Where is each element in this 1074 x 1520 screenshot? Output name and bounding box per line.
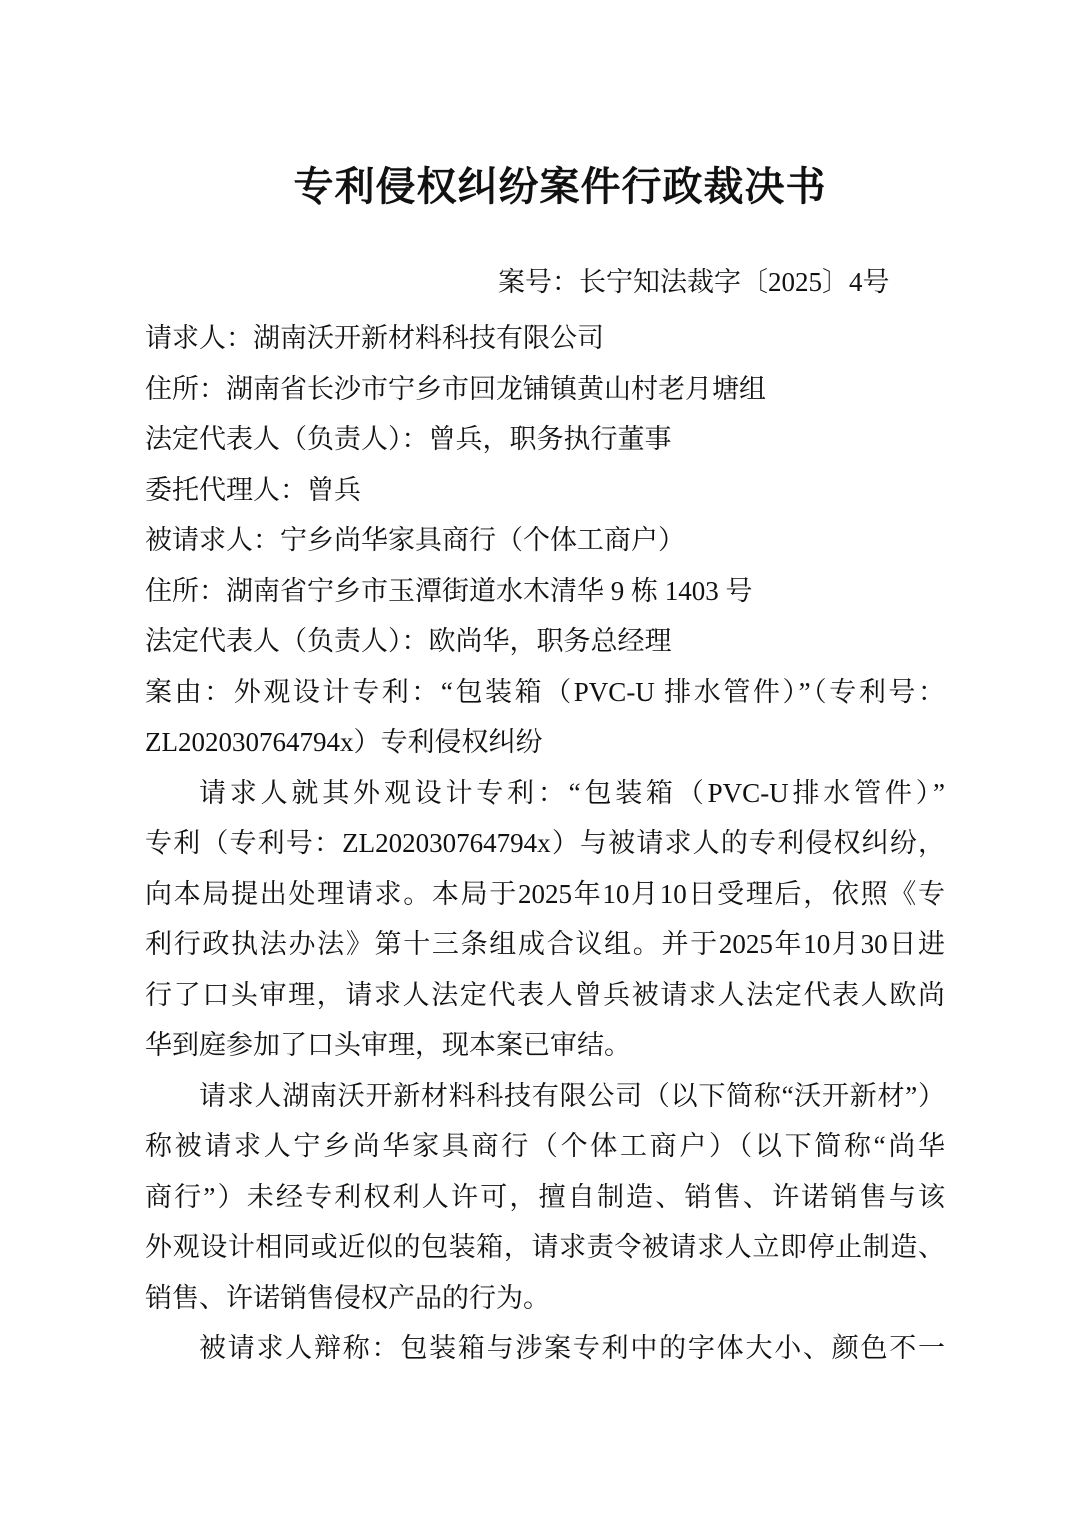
body-line: 被请求人辩称：包装箱与涉案专利中的字体大小、颜色不一 bbox=[199, 1333, 945, 1363]
body-line: 称被请求人宁乡尚华家具商行（个体工商户）（以下简称“尚华 bbox=[145, 1131, 945, 1161]
body-line: 利行政执法办法》第十三条组成合议组。并于2025年10月30日进 bbox=[145, 929, 945, 959]
body-line: 请求人湖南沃开新材料科技有限公司（以下简称“沃开新材”） bbox=[199, 1080, 945, 1111]
body-line: 请求人：湖南沃开新材料科技有限公司 bbox=[145, 323, 604, 353]
body-line: 行了口头审理，请求人法定代表人曾兵被请求人法定代表人欧尚 bbox=[145, 979, 945, 1010]
case-number: 案号：长宁知法裁字〔2025〕4号 bbox=[498, 267, 890, 297]
document-body bbox=[145, 313, 945, 1374]
document-title: 专利侵权纠纷案件行政裁决书 bbox=[293, 164, 827, 209]
body-line: 法定代表人（负责人）：曾兵，职务执行董事 bbox=[145, 424, 672, 454]
body-line: 华到庭参加了口头审理，现本案已审结。 bbox=[145, 1030, 631, 1060]
body-line: 案由：外观设计专利：“包装箱（PVC-U 排水管件）”（专利号： bbox=[145, 676, 945, 707]
body-line: 被请求人：宁乡尚华家具商行（个体工商户） bbox=[145, 525, 685, 555]
body-line: 向本局提出处理请求。本局于2025年10月10日受理后，依照《专 bbox=[145, 878, 945, 909]
body-line: 委托代理人：曾兵 bbox=[145, 474, 361, 505]
body-line: 专利（专利号：ZL202030764794x）与被请求人的专利侵权纠纷， bbox=[145, 828, 945, 858]
body-line: 法定代表人（负责人）：欧尚华，职务总经理 bbox=[145, 626, 672, 656]
body-line: 销售、许诺销售侵权产品的行为。 bbox=[145, 1282, 550, 1313]
body-line: 外观设计相同或近似的包装箱，请求责令被请求人立即停止制造、 bbox=[145, 1232, 945, 1262]
body-line: 商行”）未经专利权利人许可，擅自制造、销售、许诺销售与该 bbox=[145, 1181, 945, 1212]
body-line: 住所：湖南省长沙市宁乡市回龙铺镇黄山村老月塘组 bbox=[145, 373, 766, 404]
body-line: 住所：湖南省宁乡市玉潭街道水木清华 9 栋 1403 号 bbox=[145, 575, 753, 606]
body-line: 请求人就其外观设计专利：“包装箱（PVC-U排水管件）” bbox=[199, 777, 945, 808]
body-line: ZL202030764794x）专利侵权纠纷 bbox=[145, 727, 543, 757]
